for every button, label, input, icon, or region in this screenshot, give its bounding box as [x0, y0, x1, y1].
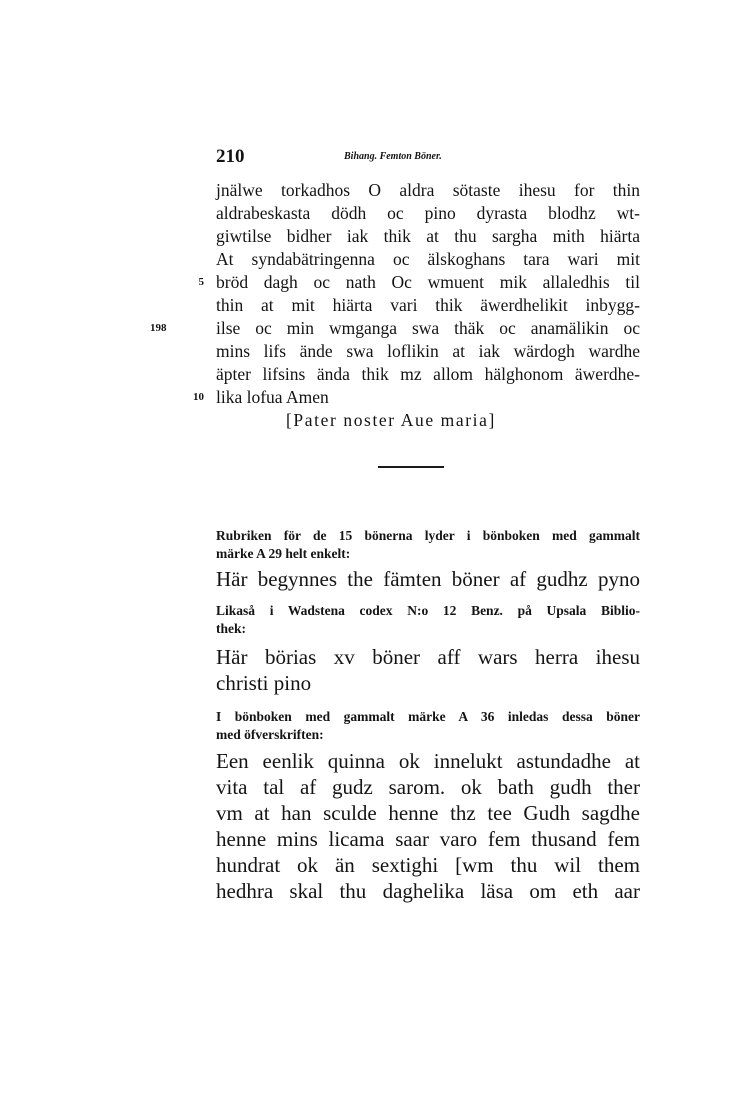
- quote-line: christi pino: [216, 671, 312, 695]
- quote-line: Här börias xv böner aff wars herra ihesu: [216, 645, 640, 669]
- section-divider: [378, 466, 444, 468]
- quote-line: Een eenlik quinna ok innelukt astundadhe at: [216, 749, 640, 773]
- quote-line: hedhra skal thu daghelika läsa om eth aar: [216, 879, 640, 903]
- text-line: äpter lifsins ända thik mz allom hälghonom äwerdhe-: [216, 364, 640, 384]
- margin-page-reference: 198: [150, 322, 167, 334]
- line-number: 5: [198, 276, 204, 288]
- spacer: [216, 696, 640, 708]
- quote-line: vm at han sculde henne thz tee Gudh sagdhe: [216, 801, 640, 825]
- page-number: 210: [216, 146, 245, 167]
- page-header: [216, 146, 646, 170]
- text-line: jnälwe torkadhos O aldra sötaste ihesu for thin: [216, 180, 640, 200]
- line-number: 10: [193, 391, 204, 403]
- text-line: bröd dagh oc nath Oc wmuent mik allaledhis til: [216, 272, 640, 292]
- numbered-line-5: [198, 271, 640, 294]
- text-line: giwtilse bidher iak thik at thu sargha mith hiärta: [216, 226, 640, 246]
- notes-section: [216, 527, 640, 904]
- running-title: Bihang. Femton Böner.: [344, 151, 442, 162]
- note-line: I bönboken med gammalt märke A 36 inledas dessa böner: [216, 709, 640, 724]
- quote-line: hundrat ok än sextighi [wm thu wil them: [216, 853, 640, 877]
- main-text-block: [150, 179, 640, 409]
- note-line: Likaså i Wadstena codex N:o 12 Benz. på Upsala Biblio-: [216, 603, 640, 618]
- margin-ref-line: [150, 317, 640, 340]
- text-line: thin at mit hiärta vari thik äwerdhelikit inbygg-: [216, 295, 640, 315]
- quote-line: Här begynnes the fämten böner af gudhz pyno: [216, 567, 640, 591]
- quote-line: vita tal af gudz sarom. ok bath gudh ther: [216, 775, 640, 799]
- note-line: med öfverskriften:: [216, 727, 324, 742]
- closing-prayer: [Pater noster Aue maria]: [286, 410, 496, 430]
- text-line: At syndabätringenna oc älskoghans tara wari mit: [216, 249, 640, 269]
- note-line: Rubriken för de 15 bönerna lyder i bönboken med gammalt: [216, 528, 640, 543]
- text-line: ilse oc min wmganga swa thäk oc anamälikin oc: [216, 318, 640, 338]
- numbered-line-10: [193, 386, 640, 409]
- text-line: lika lofua Amen: [216, 387, 329, 407]
- note-line: thek:: [216, 621, 246, 636]
- note-line: märke A 29 helt enkelt:: [216, 546, 351, 561]
- quote-line: henne mins licama saar varo fem thusand fem: [216, 827, 640, 851]
- text-line: aldrabeskasta dödh oc pino dyrasta blodhz wt-: [216, 203, 640, 223]
- text-line: mins lifs ände swa loflikin at iak wärdogh wardhe: [216, 341, 640, 361]
- spacer: [216, 592, 640, 602]
